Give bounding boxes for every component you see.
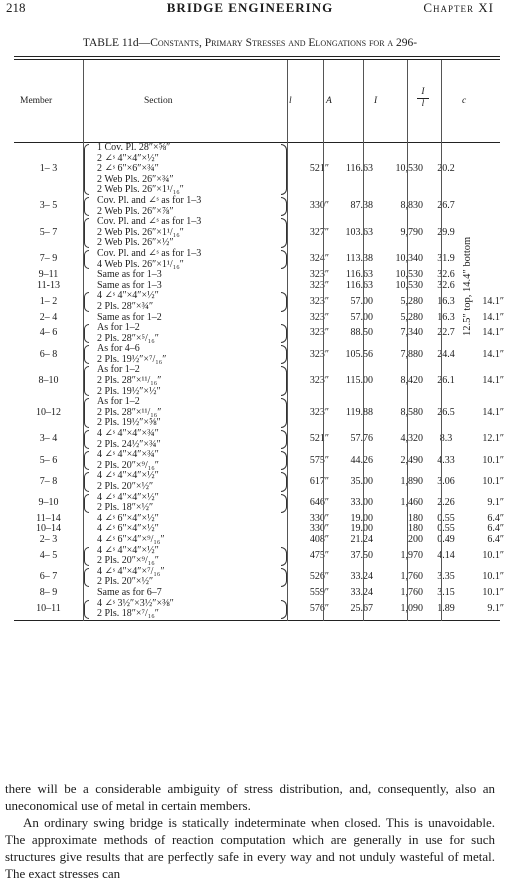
cell-member: 2– 3 — [39, 533, 58, 545]
table-bottom-rule — [14, 620, 500, 621]
section-line: Cov. Pl. and ∠ˢ as for 1–3 — [97, 194, 202, 206]
cell-member: 5– 6 — [39, 454, 58, 466]
cell-I: 180 — [408, 523, 423, 535]
cell-A: 33.24 — [350, 571, 373, 583]
section-line: 2 ∠ˢ 4″×4″×½″ — [97, 152, 159, 164]
table-row — [14, 450, 508, 471]
col-header-I-over-l — [417, 87, 429, 110]
cell-I-over-l: 3.06 — [437, 475, 455, 487]
cell-l: 323″ — [309, 295, 329, 307]
cell-l: 324″ — [309, 253, 329, 265]
cell-member: 3– 4 — [39, 433, 58, 445]
section-line: As for 1–2 — [97, 396, 140, 408]
section-line: 2 Pls. 28″×¹¹/₁₆″ — [97, 375, 162, 387]
cell-I-over-l: 1.89 — [437, 602, 455, 614]
section-line: 4 ∠ˢ 6″×4″×½″ — [97, 512, 159, 524]
body-paragraph-2: An ordinary swing bridge is statically indeterminate when closed. This is unavoidable. The approximate methods of reaction computation which are generally in use for such structures give results that are perfectly safe in every way and not unduly wasteful of metal. The exact stresses can — [5, 815, 495, 881]
cell-c: 10.1″ — [482, 454, 504, 466]
table-row — [14, 429, 508, 450]
cell-c: 10.1″ — [482, 475, 504, 487]
table-body — [14, 143, 508, 620]
section-line: 2 Web Pls. 26″×1¹/₁₆″ — [97, 184, 184, 196]
cell-c: 10.1″ — [482, 549, 504, 561]
cell-member: 6– 8 — [39, 348, 58, 360]
section-line: 2 Web Pls. 26″×½″ — [97, 237, 174, 249]
table-caption-label: TABLE 11d— — [82, 37, 151, 49]
brace-left — [84, 218, 89, 248]
table-caption — [0, 37, 500, 49]
cell-I-over-l: 0.55 — [437, 512, 455, 524]
cell-c: 9.1″ — [487, 496, 504, 508]
cell-A: 19.00 — [350, 512, 373, 524]
cell-A: 57.76 — [350, 433, 373, 445]
cell-section — [83, 291, 293, 312]
section-line: 2 Pls. 18″×½″ — [97, 502, 154, 514]
cell-I: 9,790 — [400, 226, 423, 238]
cell-I: 1,460 — [400, 496, 423, 508]
brace-left — [84, 547, 89, 566]
table-row — [14, 323, 508, 344]
table-row — [14, 291, 508, 312]
section-line: 4 ∠ˢ 4″×4″×½″ — [97, 544, 159, 556]
table-row — [14, 493, 508, 514]
cell-l: 323″ — [309, 279, 329, 291]
section-line: 2 Pls. 20″×⁹/₁₆″ — [97, 555, 159, 567]
section-line: 4 ∠ˢ 6″×4″×⁹/₁₆″ — [97, 533, 165, 545]
cell-I: 1,760 — [400, 571, 423, 583]
column-divider — [407, 60, 408, 621]
cell-I: 10,530 — [395, 163, 423, 175]
section-line: 4 ∠ˢ 4″×4″×½″ — [97, 470, 159, 482]
cell-A: 25.67 — [350, 602, 373, 614]
cell-member: 3– 5 — [39, 200, 58, 212]
cell-I-over-l: 20.2 — [437, 163, 455, 175]
cell-l: 576″ — [309, 602, 329, 614]
cell-member: 6– 7 — [39, 571, 58, 583]
table-row — [14, 344, 508, 365]
cell-I-over-l: 3.15 — [437, 586, 455, 598]
cell-c: 12.1″ — [482, 433, 504, 445]
cell-I-over-l: 26.5 — [437, 406, 455, 418]
cell-l: 323″ — [309, 327, 329, 339]
cell-I-over-l: 16.3 — [437, 295, 455, 307]
cell-l: 475″ — [309, 549, 329, 561]
table-row — [14, 217, 508, 249]
running-header — [6, 0, 494, 18]
cell-I: 8,420 — [400, 375, 423, 387]
section-line: 2 Pls. 20″×½″ — [97, 576, 154, 588]
table-row — [14, 588, 508, 599]
section-line: 4 ∠ˢ 4″×4″×½″ — [97, 491, 159, 503]
cell-l: 330″ — [309, 512, 329, 524]
section-line: 2 ∠ˢ 6″×6″×¾″ — [97, 163, 159, 175]
cell-I: 1,090 — [400, 602, 423, 614]
cell-l: 330″ — [309, 523, 329, 535]
cell-section — [83, 567, 293, 588]
cell-member: 9–11 — [38, 269, 59, 281]
cell-I: 10,530 — [395, 279, 423, 291]
brace-left — [84, 451, 89, 470]
section-line: 2 Pls. 20″×⁹/₁₆″ — [97, 459, 159, 471]
brace-left — [84, 144, 89, 195]
section-line: 2 Pls. 19½″×⅝″ — [97, 417, 161, 429]
cell-I-over-l: 29.9 — [437, 226, 455, 238]
cell-A: 113.38 — [345, 253, 373, 265]
cell-l: 323″ — [309, 406, 329, 418]
cell-I: 5,280 — [400, 295, 423, 307]
brace-left — [84, 250, 89, 269]
cell-member: 8– 9 — [39, 586, 58, 598]
cell-section — [83, 344, 293, 365]
cell-l: 617″ — [309, 475, 329, 487]
section-line: 4 ∠ˢ 6″×4″×½″ — [97, 523, 159, 535]
section-line: 2 Pls. 28″×⁵/₁₆″ — [97, 332, 159, 344]
section-line: 2 Pls. 19½″×½″ — [97, 385, 161, 397]
cell-c: 14.1″ — [482, 327, 504, 339]
cell-l: 323″ — [309, 311, 329, 323]
running-title: BRIDGE ENGINEERING — [166, 0, 334, 15]
cell-section — [83, 546, 293, 567]
cell-c: 14.1″ — [482, 295, 504, 307]
section-line: 2 Pls. 20″×½″ — [97, 481, 154, 492]
cell-c: 6.4″ — [487, 533, 504, 545]
cell-A: 116.63 — [345, 163, 373, 175]
cell-A: 21.24 — [350, 533, 373, 545]
table-row — [14, 249, 508, 270]
cell-I-over-l: 16.3 — [437, 311, 455, 323]
brace-left — [84, 345, 89, 364]
cell-l: 323″ — [309, 348, 329, 360]
brace-left — [84, 472, 89, 491]
cell-member: 11-13 — [37, 279, 60, 291]
cell-A: 103.63 — [345, 226, 373, 238]
cell-section — [83, 471, 293, 492]
cell-I-over-l: 26.7 — [437, 200, 455, 212]
table-row — [14, 514, 508, 525]
table-row — [14, 143, 508, 196]
section-line: 2 Pls. 28″×¾″ — [97, 300, 154, 312]
table-row — [14, 313, 508, 324]
cell-l: 575″ — [309, 454, 329, 466]
cell-l: 526″ — [309, 571, 329, 583]
cell-I-over-l: 4.14 — [437, 549, 455, 561]
table-caption-text: Constants, Primary Stresses and Elongations for a 296- — [150, 37, 418, 49]
cell-section — [83, 450, 293, 471]
cell-section — [83, 535, 293, 546]
table-row — [14, 567, 508, 588]
side-note-vertical: 12.5″ top, 14.4″ bottom — [462, 236, 473, 336]
cell-c: 14.1″ — [482, 348, 504, 360]
col-header-l: l — [289, 96, 292, 106]
cell-I: 7,880 — [400, 348, 423, 360]
cell-l: 408″ — [309, 533, 329, 545]
brace-left — [84, 324, 89, 343]
cell-I-over-l: 8.3 — [439, 433, 453, 445]
cell-I-over-l: 22.7 — [437, 327, 455, 339]
cell-A: 116.63 — [345, 269, 373, 281]
col-header-c: c — [462, 96, 467, 106]
cell-A: 119.88 — [345, 406, 373, 418]
brace-left — [84, 494, 89, 513]
cell-A: 44.26 — [350, 454, 373, 466]
cell-A: 37.50 — [350, 549, 373, 561]
cell-c: 14.1″ — [482, 375, 504, 387]
section-line: Cov. Pl. and ∠ˢ as for 1–3 — [97, 247, 202, 259]
section-line: 1 Cov. Pl. 28″×⅝″ — [97, 142, 171, 153]
section-line: 2 Web Pls. 26″×¾″ — [97, 173, 174, 185]
cell-section — [83, 217, 293, 249]
cell-member: 2– 4 — [39, 311, 58, 323]
cell-section — [83, 196, 293, 217]
cell-member: 10–14 — [36, 523, 61, 535]
cell-member: 10–11 — [36, 602, 61, 614]
column-divider — [287, 60, 288, 621]
cell-c: 10.1″ — [482, 586, 504, 598]
cell-I: 4,320 — [400, 433, 423, 445]
cell-A: 33.00 — [350, 496, 373, 508]
column-divider — [363, 60, 364, 621]
cell-section — [83, 493, 293, 514]
cell-I-over-l: 0.55 — [437, 523, 455, 535]
col-header-I-over-l-denominator: l — [421, 99, 425, 109]
cell-member: 7– 9 — [39, 253, 58, 265]
col-header-section: Section — [144, 96, 173, 106]
cell-I: 1,890 — [400, 475, 423, 487]
cell-member: 8–10 — [38, 375, 59, 387]
cell-I: 7,340 — [400, 327, 423, 339]
cell-l: 521″ — [309, 163, 329, 175]
col-header-I: I — [374, 96, 378, 106]
section-line: Same as for 1–2 — [97, 311, 162, 323]
section-line: As for 1–2 — [97, 364, 140, 376]
column-divider — [441, 60, 442, 621]
cell-I-over-l: 0.49 — [437, 533, 455, 545]
cell-section — [83, 397, 293, 429]
section-line: 4 ∠ˢ 3½″×3½″×⅜″ — [97, 597, 174, 609]
cell-A: 87.38 — [350, 200, 373, 212]
cell-I: 5,280 — [400, 311, 423, 323]
cell-I-over-l: 32.6 — [437, 269, 455, 281]
brace-left — [84, 430, 89, 449]
cell-I: 200 — [408, 533, 423, 545]
cell-I-over-l: 26.1 — [437, 375, 455, 387]
table-row — [14, 471, 508, 492]
section-line: 4 ∠ˢ 4″×4″×¾″ — [97, 449, 159, 461]
brace-left — [84, 398, 89, 428]
section-line: Same as for 6–7 — [97, 586, 162, 598]
cell-l: 646″ — [309, 496, 329, 508]
cell-l: 323″ — [309, 269, 329, 281]
column-divider — [323, 60, 324, 621]
cell-member: 5– 7 — [39, 226, 58, 238]
cell-section — [83, 599, 293, 620]
table-row — [14, 281, 508, 292]
cell-member: 4– 6 — [39, 327, 58, 339]
brace-left — [84, 366, 89, 396]
cell-A: 88.50 — [350, 327, 373, 339]
cell-c: 6.4″ — [487, 512, 504, 524]
cell-c: 10.1″ — [482, 571, 504, 583]
body-paragraph-1: there will be a considerable ambiguity of stress distribution, and, consequently, also an uneconomical use of metal in certain members. — [5, 781, 495, 813]
cell-A: 115.00 — [345, 375, 373, 387]
col-header-A: A — [326, 96, 332, 106]
table-row — [14, 397, 508, 429]
cell-A: 19.00 — [350, 523, 373, 535]
cell-section — [83, 143, 293, 196]
cell-A: 57.00 — [350, 295, 373, 307]
cell-I-over-l: 4.33 — [437, 454, 455, 466]
table-row — [14, 524, 508, 535]
cell-c: 14.1″ — [482, 311, 504, 323]
data-table — [14, 56, 504, 621]
cell-I-over-l: 2.26 — [437, 496, 455, 508]
cell-l: 521″ — [309, 433, 329, 445]
cell-member: 4– 5 — [39, 549, 58, 561]
cell-I-over-l: 31.9 — [437, 253, 455, 265]
table-row — [14, 196, 508, 217]
cell-I: 1,760 — [400, 586, 423, 598]
section-line: As for 4–6 — [97, 343, 140, 355]
cell-member: 7– 8 — [39, 475, 58, 487]
section-line: As for 1–2 — [97, 322, 140, 334]
cell-c: 14.1″ — [482, 406, 504, 418]
col-header-member: Member — [20, 96, 53, 106]
cell-A: 35.00 — [350, 475, 373, 487]
section-line: 2 Pls. 28″×¹¹/₁₆″ — [97, 406, 162, 418]
cell-I-over-l: 32.6 — [437, 279, 455, 291]
cell-l: 330″ — [309, 200, 329, 212]
table-row — [14, 365, 508, 397]
cell-member: 1– 2 — [39, 295, 58, 307]
cell-I: 10,530 — [395, 269, 423, 281]
cell-l: 327″ — [309, 226, 329, 238]
section-line: Same as for 1–3 — [97, 269, 162, 281]
cell-c: 6.4″ — [487, 523, 504, 535]
cell-A: 33.24 — [350, 586, 373, 598]
section-line: 2 Pls. 18″×⁷/₁₆″ — [97, 608, 159, 620]
cell-member: 11–14 — [36, 512, 61, 524]
cell-c: 9.1″ — [487, 602, 504, 614]
section-line: 2 Pls. 19½″×⁷/₁₆″ — [97, 353, 167, 365]
cell-I: 10,340 — [395, 253, 423, 265]
cell-A: 116.63 — [345, 279, 373, 291]
cell-I: 8,830 — [400, 200, 423, 212]
page-number: 218 — [6, 0, 26, 15]
table-row — [14, 535, 508, 546]
cell-section — [83, 588, 293, 599]
section-line: 4 ∠ˢ 4″×4″×⁷/₁₆″ — [97, 565, 165, 577]
section-line: 4 Web Pls. 26″×1¹/₁₆″ — [97, 258, 184, 270]
brace-left — [84, 197, 89, 216]
table-row — [14, 546, 508, 567]
brace-left — [84, 292, 89, 311]
cell-A: 57.00 — [350, 311, 373, 323]
cell-member: 9–10 — [38, 496, 59, 508]
cell-I-over-l: 24.4 — [437, 348, 455, 360]
cell-section — [83, 323, 293, 344]
brace-left — [84, 568, 89, 587]
cell-A: 105.56 — [345, 348, 373, 360]
cell-I-over-l: 3.35 — [437, 571, 455, 583]
cell-section — [83, 365, 293, 397]
cell-member: 1– 3 — [39, 163, 58, 175]
section-line: 2 Web Pls. 26″×⅞″ — [97, 205, 174, 217]
chapter-label: Chapter XI — [423, 0, 494, 15]
cell-section — [83, 429, 293, 450]
cell-member: 10–12 — [36, 406, 61, 418]
body-text — [5, 780, 495, 882]
table-column-headers — [14, 60, 500, 143]
cell-l: 559″ — [309, 586, 329, 598]
cell-I: 180 — [408, 512, 423, 524]
section-line: Same as for 1–3 — [97, 279, 162, 291]
section-line: 2 Web Pls. 26″×1¹/₁₆″ — [97, 226, 184, 238]
section-line: 2 Pls. 24½″×¾″ — [97, 438, 161, 450]
table-row — [14, 599, 508, 620]
cell-l: 323″ — [309, 375, 329, 387]
table-row — [14, 270, 508, 281]
cell-section — [83, 249, 293, 270]
column-divider — [83, 60, 84, 621]
col-header-I-over-l-numerator: I — [417, 87, 429, 99]
cell-I: 1,970 — [400, 549, 423, 561]
cell-I: 2,490 — [400, 454, 423, 466]
brace-left — [84, 600, 89, 619]
section-line: 4 ∠ˢ 4″×4″×¾″ — [97, 428, 159, 440]
section-line: Cov. Pl. and ∠ˢ as for 1–3 — [97, 216, 202, 228]
section-line: 4 ∠ˢ 4″×4″×½″ — [97, 290, 159, 302]
cell-I: 8,580 — [400, 406, 423, 418]
